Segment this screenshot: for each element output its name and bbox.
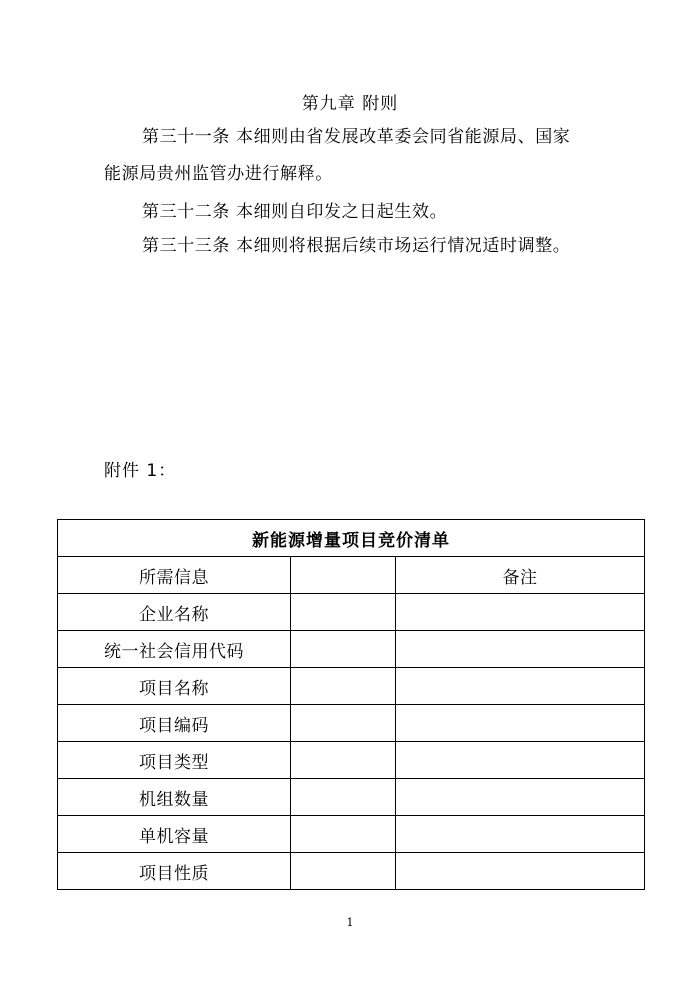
row-value-cell bbox=[291, 631, 396, 668]
table-row bbox=[58, 779, 645, 816]
row-value-cell bbox=[291, 742, 396, 779]
header-info: 所需信息 bbox=[58, 557, 291, 594]
table-header-row bbox=[58, 557, 645, 594]
row-remark-cell bbox=[396, 816, 645, 853]
table-title: 新能源增量项目竞价清单 bbox=[58, 520, 645, 557]
row-remark-cell bbox=[396, 779, 645, 816]
row-remark-cell bbox=[396, 631, 645, 668]
table-row bbox=[58, 705, 645, 742]
row-label: 机组数量 bbox=[58, 779, 291, 816]
table-title-row bbox=[58, 520, 645, 557]
row-value-cell bbox=[291, 816, 396, 853]
row-remark-cell bbox=[396, 668, 645, 705]
article-31-line-2: 能源局贵州监管办进行解释。 bbox=[104, 164, 333, 184]
row-value-cell bbox=[291, 779, 396, 816]
article-33: 第三十三条 本细则将根据后续市场运行情况适时调整。 bbox=[142, 236, 571, 256]
table-row bbox=[58, 853, 645, 890]
row-label: 项目类型 bbox=[58, 742, 291, 779]
header-remark: 备注 bbox=[396, 557, 645, 594]
row-value-cell bbox=[291, 853, 396, 890]
row-remark-cell bbox=[396, 853, 645, 890]
header-value bbox=[291, 557, 396, 594]
page-number: 1 bbox=[346, 916, 354, 929]
row-remark-cell bbox=[396, 705, 645, 742]
row-value-cell bbox=[291, 668, 396, 705]
attachment-label: 附件 1： bbox=[104, 461, 177, 481]
row-value-cell bbox=[291, 594, 396, 631]
table-row bbox=[58, 668, 645, 705]
article-32: 第三十二条 本细则自印发之日起生效。 bbox=[142, 202, 448, 222]
row-label: 企业名称 bbox=[58, 594, 291, 631]
row-label: 项目名称 bbox=[58, 668, 291, 705]
table-row bbox=[58, 816, 645, 853]
row-label: 单机容量 bbox=[58, 816, 291, 853]
chapter-title: 第九章 附则 bbox=[301, 94, 399, 114]
row-label: 统一社会信用代码 bbox=[58, 631, 291, 668]
row-remark-cell bbox=[396, 742, 645, 779]
table-row bbox=[58, 594, 645, 631]
article-31-line-1: 第三十一条 本细则由省发展改革委会同省能源局、国家 bbox=[142, 127, 571, 147]
row-label: 项目编码 bbox=[58, 705, 291, 742]
bid-list-table bbox=[57, 519, 645, 890]
table-row bbox=[58, 742, 645, 779]
row-value-cell bbox=[291, 705, 396, 742]
row-remark-cell bbox=[396, 594, 645, 631]
table-row bbox=[58, 631, 645, 668]
row-label: 项目性质 bbox=[58, 853, 291, 890]
